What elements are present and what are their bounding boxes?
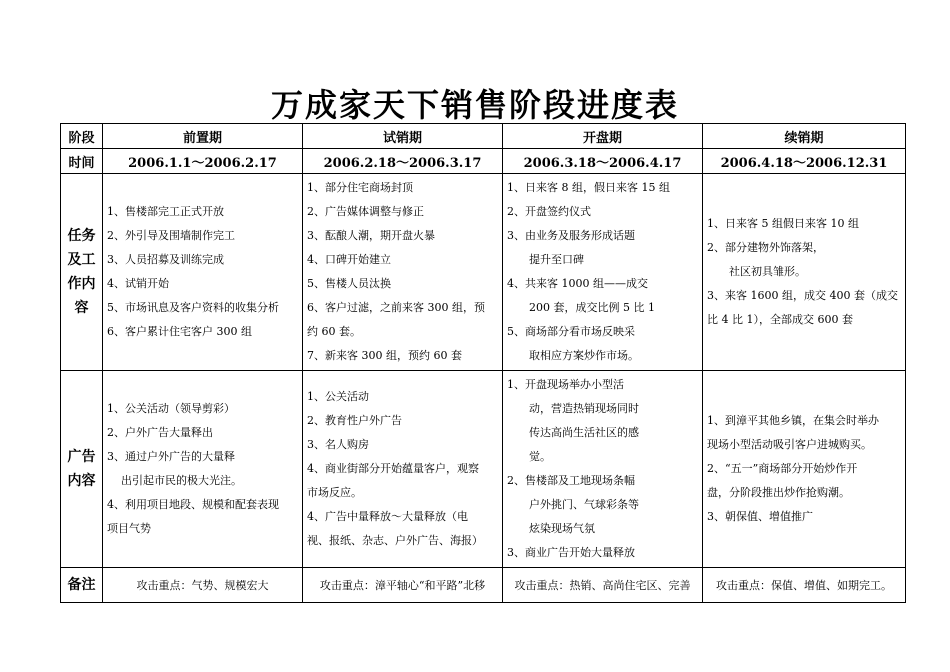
time-opening: 2006.3.18～2006.4.17 [503, 149, 703, 174]
work-item: 2、开盘签约仪式 [507, 205, 591, 218]
stage-header-opening: 开盘期 [503, 124, 703, 149]
work-item: 取相应方案炒作市场。 [529, 349, 639, 362]
ad-item: 市场反应。 [307, 486, 362, 499]
ad-item: 觉。 [529, 450, 551, 463]
work-label-line: 容 [74, 300, 89, 316]
work-opening [503, 174, 703, 371]
ad-item: 1、到漳平其他乡镇，在集会时举办 [707, 414, 879, 427]
work-item: 比 4 比 1），全部成交 600 套 [707, 313, 853, 326]
ad-item: 3、朝保值、增值推广 [707, 510, 813, 523]
stage-header-trial: 试销期 [303, 124, 503, 149]
work-item: 3、来客 1600 组，成交 400 套（成交 [707, 289, 898, 302]
work-label-line: 及工 [67, 252, 96, 268]
work-item: 2、部分建物外饰落架， [707, 241, 824, 254]
ad-item: 出引起市民的极大光注。 [121, 474, 242, 487]
stage-header-continued: 续销期 [703, 124, 906, 149]
ad-pre [103, 371, 303, 568]
work-label-line: 任务 [67, 228, 96, 244]
remarks-row [61, 568, 906, 603]
ad-item: 现场小型活动吸引客户进城购买。 [707, 438, 872, 451]
work-item: 3、由业务及服务形成话题 [507, 229, 635, 242]
ad-item: 1、公关活动（领导剪彩） [107, 402, 235, 415]
ad-row [61, 371, 906, 568]
work-item: 6、客户累计住宅客户 300 组 [107, 325, 252, 338]
ad-item: 2、户外广告大量释出 [107, 426, 213, 439]
ad-item: 2、售楼部及工地现场条幅 [507, 474, 635, 487]
ad-item: 盘，分阶段推出炒作抢购潮。 [707, 486, 850, 499]
ad-item: 户外挑门、气球彩条等 [529, 498, 639, 511]
work-item: 2、广告媒体调整与修正 [307, 205, 424, 218]
ad-continued [703, 371, 906, 568]
remarks-opening: 攻击重点：热销、高尚住宅区、完善 [503, 568, 703, 603]
work-item: 1、日来客 8 组，假日来客 15 组 [507, 181, 670, 194]
time-trial: 2006.2.18～2006.3.17 [303, 149, 503, 174]
work-item: 4、试销开始 [107, 277, 169, 290]
ad-item: 4、利用项目地段、规模和配套表现 [107, 498, 279, 511]
work-item: 提升至口碑 [529, 253, 584, 266]
work-trial [303, 174, 503, 371]
work-item: 6、客户过滤，之前来客 300 组，预 [307, 301, 485, 314]
ad-label-line: 广告 [67, 449, 96, 465]
ad-item: 传达高尚生活社区的感 [529, 426, 639, 439]
time-row [61, 149, 906, 174]
remarks-pre: 攻击重点：气势、规模宏大 [103, 568, 303, 603]
work-item: 4、共来客 1000 组——成交 [507, 277, 648, 290]
ad-item: 1、公关活动 [307, 390, 369, 403]
work-item: 1、部分住宅商场封顶 [307, 181, 413, 194]
ad-item: 视、报纸、杂志、户外广告、海报） [307, 534, 483, 547]
stage-header-row [61, 124, 906, 149]
work-item: 3、人员招募及训练完成 [107, 253, 224, 266]
work-item: 1、售楼部完工正式开放 [107, 205, 224, 218]
ad-item: 炫染现场气氛 [529, 522, 595, 535]
schedule-table [60, 123, 906, 603]
work-continued [703, 174, 906, 371]
ad-item: 项目气势 [107, 522, 151, 535]
work-item: 5、售楼人员汰换 [307, 277, 391, 290]
ad-item: 3、通过户外广告的大量释 [107, 450, 235, 463]
time-label: 时间 [61, 149, 103, 174]
remarks-continued: 攻击重点：保值、增值、如期完工。 [703, 568, 906, 603]
work-item: 约 60 套。 [307, 325, 361, 338]
work-item: 5、市场讯息及客户资料的收集分析 [107, 301, 279, 314]
remarks-trial: 攻击重点：漳平轴心“和平路”北移 [303, 568, 503, 603]
ad-item: 4、广告中量释放～大量释放（电 [307, 510, 468, 523]
stage-header-pre: 前置期 [103, 124, 303, 149]
ad-label [61, 371, 103, 568]
time-pre: 2006.1.1～2006.2.17 [103, 149, 303, 174]
work-item: 社区初具雏形。 [729, 265, 806, 278]
page-title: 万成家天下销售阶段进度表 [270, 86, 679, 124]
work-label [61, 174, 103, 371]
work-item: 200 套，成交比例 5 比 1 [529, 301, 655, 314]
ad-label-line: 内容 [67, 473, 96, 489]
work-row [61, 174, 906, 371]
work-item: 2、外引导及围墙制作完工 [107, 229, 235, 242]
remarks-label: 备注 [61, 568, 103, 603]
work-item: 7、新来客 300 组，预约 60 套 [307, 349, 462, 362]
ad-item: 2、教育性户外广告 [307, 414, 402, 427]
ad-item: 3、商业广告开始大量释放 [507, 546, 635, 559]
work-item: 5、商场部分看市场反映采 [507, 325, 635, 338]
ad-item: 3、名人购房 [307, 438, 369, 451]
ad-opening [503, 371, 703, 568]
ad-item: 2、“五一”商场部分开始炒作开 [707, 462, 858, 475]
time-continued: 2006.4.18～2006.12.31 [703, 149, 906, 174]
work-pre [103, 174, 303, 371]
work-item: 3、酝酿人潮，期开盘火暴 [307, 229, 435, 242]
stage-header-label: 阶段 [61, 124, 103, 149]
work-item: 1、日来客 5 组假日来客 10 组 [707, 217, 859, 230]
ad-item: 1、开盘现场举办小型活 [507, 378, 624, 391]
ad-item: 动，营造热销现场同时 [529, 402, 639, 415]
work-item: 4、口碑开始建立 [307, 253, 391, 266]
ad-item: 4、商业街部分开始蕴量客户，观察 [307, 462, 479, 475]
work-label-line: 作内 [67, 276, 96, 292]
ad-trial [303, 371, 503, 568]
